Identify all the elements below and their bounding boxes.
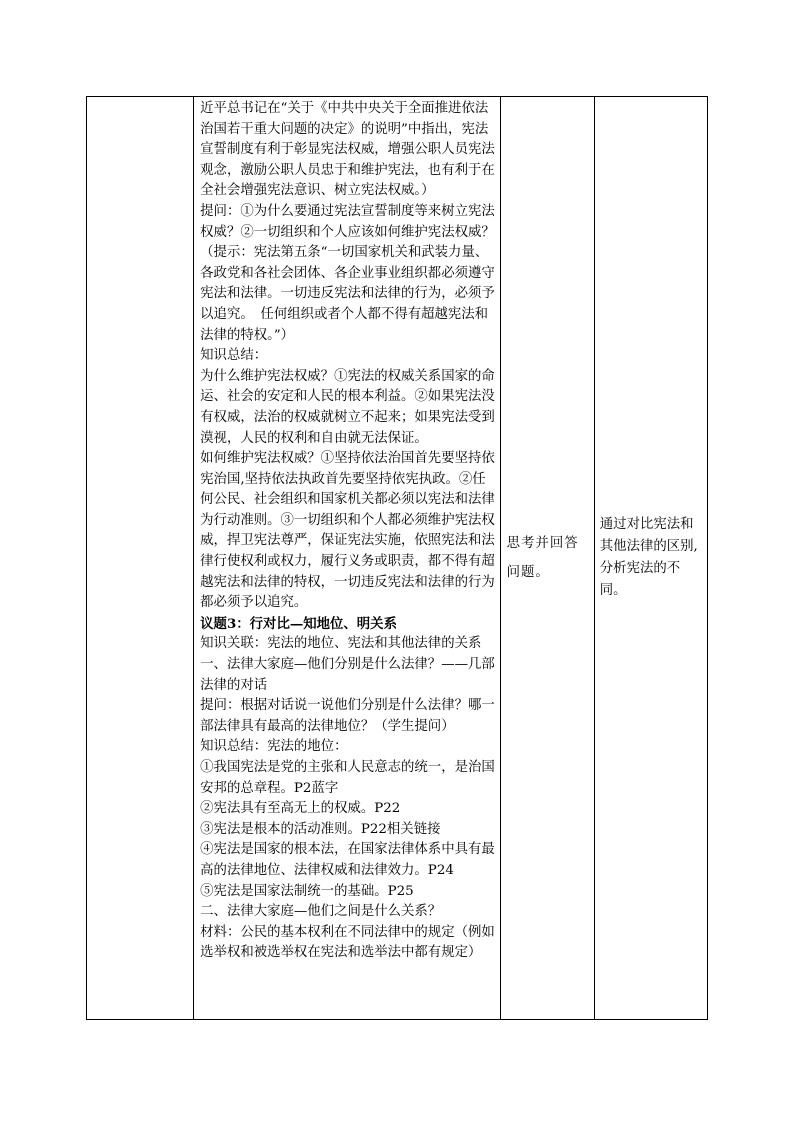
content-paragraph: ⑤宪法是国家法制统一的基础。P25: [200, 883, 414, 899]
content-paragraph: 如何维护宪法权威？①坚持依法治国首先要坚持依宪治国,坚持依法执政首先要坚持依宪执政。②任何公民、社会组织和国家机关都必须以宪法和法律为行动准则。③一切组织和个人都必须维护宪法权威，捍卫宪法尊严，保证宪法实施，依照宪法和法律行使权利或权力，履行义务或职责，都不得有超越宪法和法律的特权，一切违反宪法和法律的行为都必须予以追究。: [200, 451, 495, 611]
content-paragraph: 近平总书记在“关于《中共中央关于全面推进依法治国若干重大问题的决定》的说明”中指出，宪法宣誓制度有利于彰显宪法权威，增强公职人员宪法观念，激励公职人员忠于和维护宪法，也有利于在全社会增强宪法意识、树立宪法权威。）: [200, 101, 495, 199]
design-intent-text: 通过对比宪法和其他法律的区别,分析宪法的不同。: [599, 517, 698, 598]
content-paragraph: 知识关联：宪法的地位、宪法和其他法律的关系: [200, 636, 482, 652]
design-intent-cell: [594, 97, 707, 1020]
topic-heading: 议题3：行对比—知地位、明关系: [200, 615, 397, 632]
student-activity-cell: [500, 97, 594, 1020]
table-row: [87, 97, 708, 1020]
content-paragraph: ①我国宪法是党的主张和人民意志的统一，是治国安邦的总章程。P2蓝字: [200, 760, 495, 796]
content-paragraph: ③宪法是根本的活动准则。P22相关链接: [200, 821, 441, 837]
student-activity-text: 思考并回答问题。: [506, 536, 579, 580]
content-paragraph: 提问：根据对话说一说他们分别是什么法律？哪一部法律具有最高的法律地位？（学生提问）: [200, 698, 495, 734]
content-paragraph: 材料：公民的基本权利在不同法律中的规定（例如选举权和被选举权在宪法和选举法中都有规定）: [200, 924, 495, 961]
content-paragraph: 一、法律大家庭—他们分别是什么法律？——几部法律的对话: [200, 657, 495, 693]
content-paragraph: ②宪法具有至高无上的权威。P22: [200, 801, 401, 817]
content-paragraph: 知识总结：: [200, 348, 268, 364]
teacher-activity-content: [194, 97, 499, 964]
content-paragraph: 二、法律大家庭—他们之间是什么关系？: [200, 904, 442, 920]
segment-cell: [87, 97, 194, 1020]
lesson-plan-table: [86, 96, 708, 1020]
content-paragraph: 知识总结：宪法的地位：: [200, 739, 348, 755]
content-paragraph: 提问：①为什么要通过宪法宣誓制度等来树立宪法权威？②一切组织和个人应该如何维护宪法权威？（提示：宪法第五条“一切国家机关和武装力量、各政党和各社会团体、各企业事业组织都必须遵守宪法和法律。一切违反宪法和法律的行为，必须予以追究。 任何组织或者个人都不得有超越宪法和法律的特权。”）: [200, 203, 495, 343]
content-paragraph: ④宪法是国家的根本法，在国家法律体系中具有最高的法律地位、法律权威和法律效力。P24: [200, 842, 495, 878]
content-paragraph: 为什么维护宪法权威？①宪法的权威关系国家的命运、社会的安定和人民的根本利益。②如果宪法没有权威，法治的权威就树立不起来；如果宪法受到漠视，人民的权利和自由就无法保证。: [200, 368, 495, 446]
teacher-activity-cell: [194, 97, 500, 1020]
